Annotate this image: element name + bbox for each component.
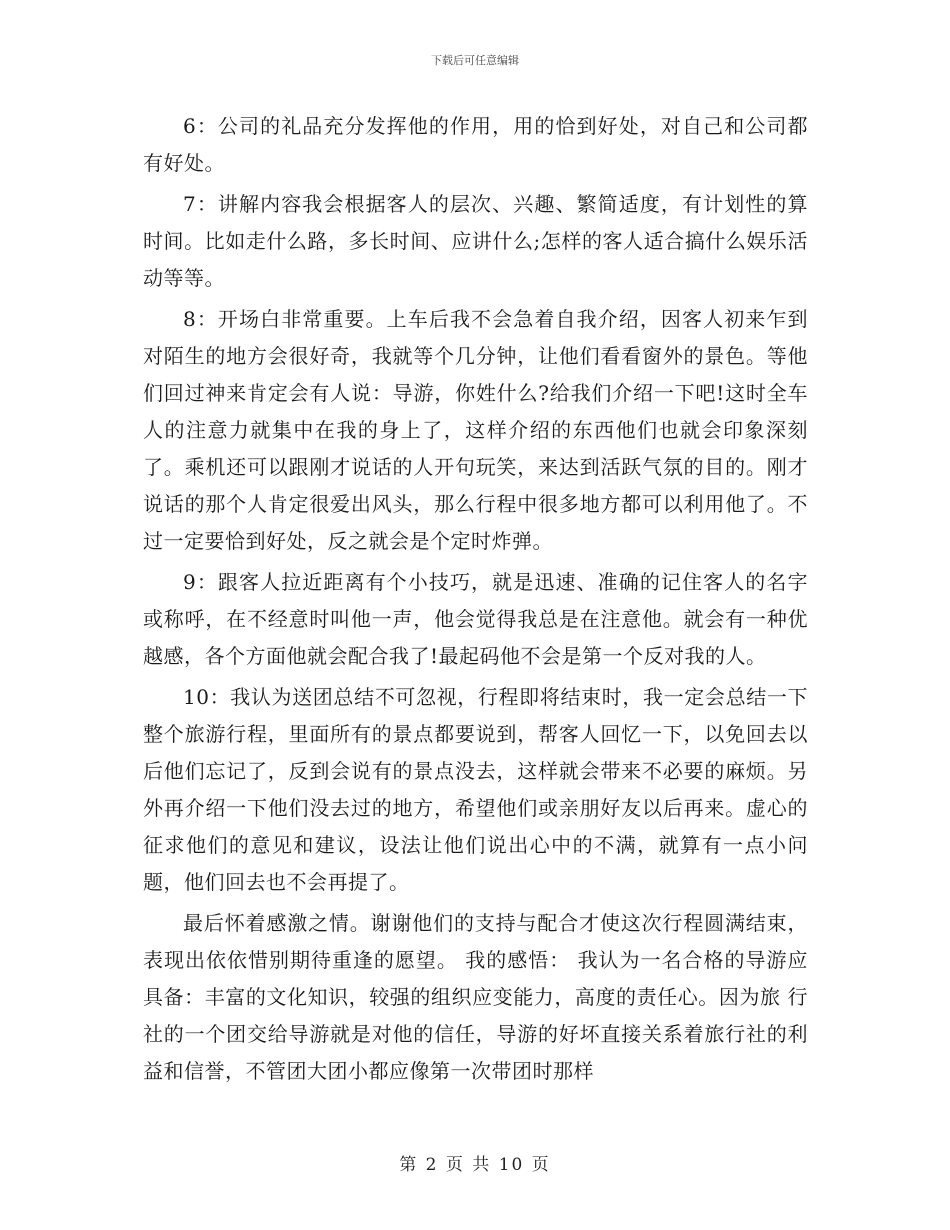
paragraph-9: 9：跟客人拉近距离有个小技巧，就是迅速、准确的记住客人的名字或称呼，在不经意时叫他一声，他会觉得我总是在注意他。就会有一种优越感，各个方面他就会配合我了!最起码他不会是第一个反对我的人。 — [143, 570, 808, 668]
paragraph-8: 8：开场白非常重要。上车后我不会急着自我介绍，因客人初来乍到对陌生的地方会很好奇，我就等个几分钟，让他们看看窗外的景色。等他们回过神来肯定会有人说：导游，你姓什么?给我们介绍一下吧!这时全车人的注意力就集中在我的身上了，这样介绍的东西他们也就会印象深刻了。乘机还可以跟刚才说话的人开句玩笑，来达到活跃气氛的目的。刚才说话的那个人肯定很爱出风头，那么行程中很多地方都可以利用他了。不过一定要恰到好处，反之就会是个定时炸弹。 — [143, 307, 808, 553]
paragraph-7: 7：讲解内容我会根据客人的层次、兴趣、繁简适度，有计划性的算时间。比如走什么路，多长时间、应讲什么;怎样的客人适合搞什么娱乐活动等等。 — [143, 192, 808, 290]
paragraph-10: 10：我认为送团总结不可忽视，行程即将结束时，我一定会总结一下整个旅游行程，里面所有的景点都要说到，帮客人回忆一下，以免回去以后他们忘记了，反到会说有的景点没去，这样就会带来不必要的麻烦。另外再介绍一下他们没去过的地方，希望他们或亲朋好友以后再来。虚心的征求他们的意见和建议，设法让他们说出心中的不满，就算有一点小问题，他们回去也不会再提了。 — [143, 685, 808, 894]
document-body — [143, 108, 808, 1094]
paragraph-conclusion: 最后怀着感激之情。谢谢他们的支持与配合才使这次行程圆满结束，表现出依依惜别期待重逢的愿望。 我的感悟： 我认为一名合格的导游应具备：丰富的文化知识，较强的组织应变能力，高度的责任心。因为旅 行社的一个团交给导游就是对他的信任，导游的好坏直接关系着旅行社的利益和信誉，不管团大团小都应像第一次带团时那样 — [143, 911, 808, 1083]
page-header: 下载后可任意编辑 — [431, 54, 519, 67]
page-footer: 第 2 页 共 10 页 — [399, 1155, 551, 1175]
paragraph-6: 6：公司的礼品充分发挥他的作用，用的恰到好处，对自己和公司都有好处。 — [143, 114, 808, 175]
